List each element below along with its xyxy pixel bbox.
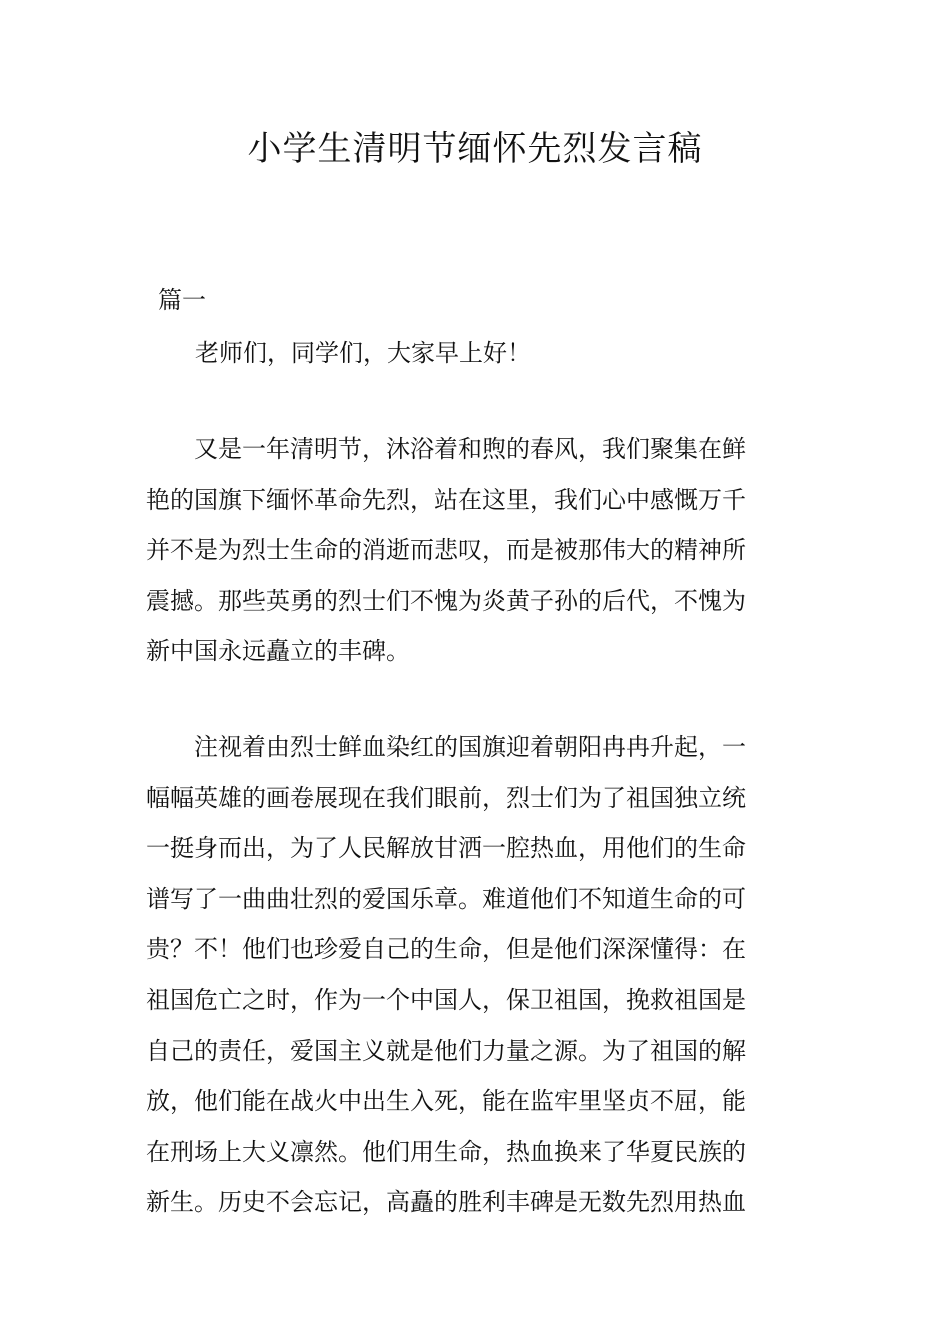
paragraph-line: 贵？不！他们也珍爱自己的生命，但是他们深深懂得：在 [146, 935, 746, 964]
paragraph-line: 艳的国旗下缅怀革命先烈，站在这里，我们心中感慨万千 [146, 485, 746, 514]
paragraph-line: 谱写了一曲曲壮烈的爱国乐章。难道他们不知道生命的可 [146, 884, 746, 913]
paragraph-line: 震撼。那些英勇的烈士们不愧为炎黄子孙的后代，不愧为 [146, 586, 746, 615]
paragraph-line: 注视着由烈士鲜血染红的国旗迎着朝阳冉冉升起，一 [194, 733, 746, 761]
paragraph-2 [146, 722, 826, 1228]
paragraph-line: 幅幅英雄的画卷展现在我们眼前，烈士们为了祖国独立统 [146, 783, 746, 812]
paragraph-line: 新中国永远矗立的丰碑。 [146, 637, 410, 666]
paragraph-line: 新生。历史不会忘记，高矗的胜利丰碑是无数先烈用热血 [146, 1188, 746, 1217]
paragraph-line: 并不是为烈士生命的消逝而悲叹，而是被那伟大的精神所 [146, 536, 746, 565]
paragraph-line: 又是一年清明节，沐浴着和煦的春风，我们聚集在鲜 [194, 435, 746, 463]
paragraph-1 [146, 424, 826, 677]
paragraph-line: 祖国危亡之时，作为一个中国人，保卫祖国，挽救祖国是 [146, 985, 746, 1014]
paragraph-line: 一挺身而出，为了人民解放甘洒一腔热血，用他们的生命 [146, 834, 746, 863]
paragraph-line: 在刑场上大义凛然。他们用生命，热血换来了华夏民族的 [146, 1137, 746, 1166]
greeting-line: 老师们，同学们，大家早上好！ [195, 339, 531, 367]
paragraph-line: 放，他们能在战火中出生入死，能在监牢里坚贞不屈，能 [146, 1087, 746, 1116]
section-label: 篇一 [158, 286, 206, 314]
paragraph-line: 自己的责任，爱国主义就是他们力量之源。为了祖国的解 [146, 1036, 746, 1065]
document-title: 小学生清明节缅怀先烈发言稿 [247, 129, 703, 169]
